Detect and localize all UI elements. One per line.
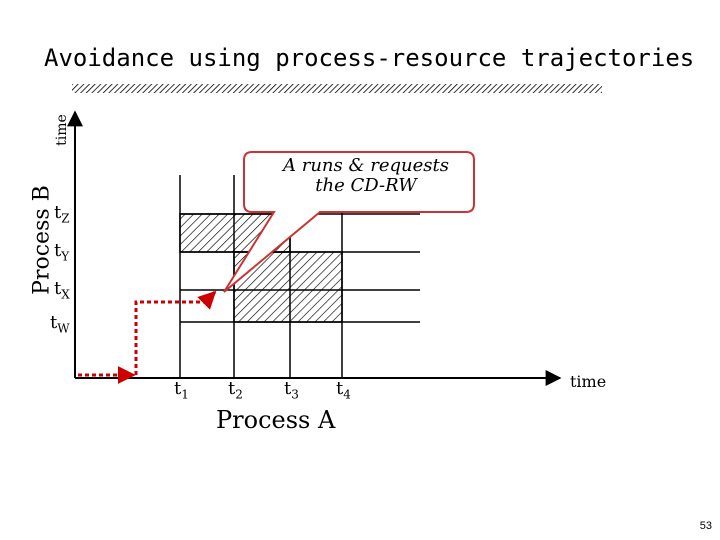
y-axis-time-label: time (54, 114, 70, 146)
callout-text (258, 156, 474, 196)
tick-t2: $t_2$ (228, 378, 243, 402)
callout-line-2: the CD-RW (315, 175, 417, 196)
x-axis-label: Process A (216, 406, 336, 434)
tick-ty: $t_Y$ (54, 240, 70, 264)
tick-tx: $t_X$ (54, 278, 70, 302)
y-axis-label: Process B (29, 185, 55, 295)
tick-tz: $t_Z$ (54, 202, 70, 226)
x-axis-time-label: time (570, 372, 607, 391)
trajectory-segment-2 (136, 292, 215, 375)
callout-line-1: A runs & requests (283, 155, 449, 176)
slide-title: Avoidance using process-resource trajectories (44, 44, 695, 72)
tick-tw: $t_W$ (50, 312, 70, 336)
tick-t4: $t_4$ (336, 378, 351, 402)
tick-t3: $t_3$ (284, 378, 299, 402)
page-number: 53 (699, 520, 712, 532)
tick-t1: $t_1$ (174, 378, 189, 402)
